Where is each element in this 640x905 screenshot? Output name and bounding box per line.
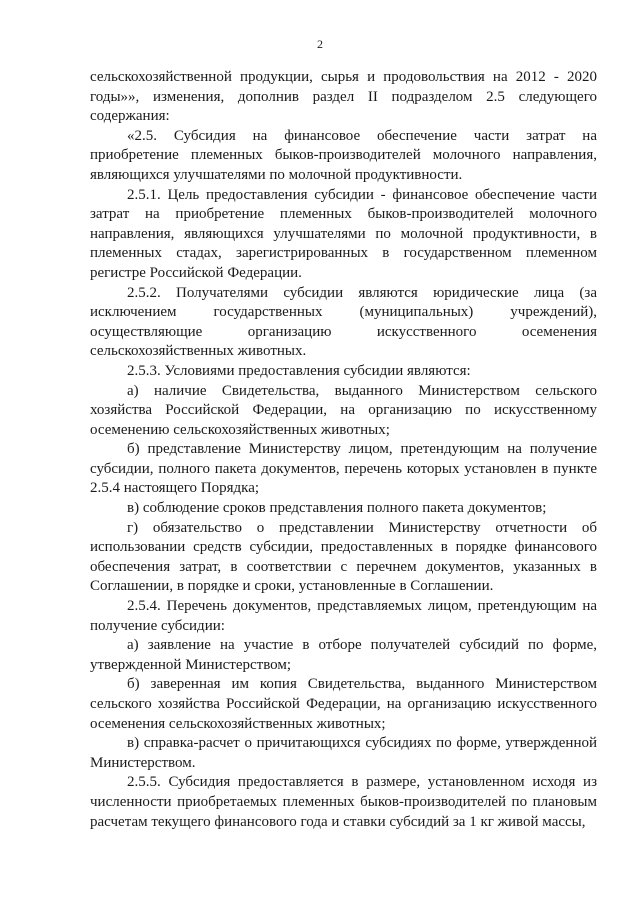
paragraph-2-5-3-a: а) наличие Свидетельства, выданного Министерством сельского хозяйства Российской Федерации, на организацию по искусственному осеменению сельскохозяйственных животных; — [90, 382, 597, 438]
paragraph-2-5-4: 2.5.4. Перечень документов, представляемых лицом, претендующим на получение субсидии: — [90, 598, 597, 634]
paragraph-2-5-4-b: б) заверенная им копия Свидетельства, выданного Министерством сельского хозяйства Российской Федерации, на организацию искусственного осеменения сельскохозяйственных животных; — [90, 676, 597, 732]
paragraph-2-5-heading: «2.5. Субсидия на финансовое обеспечение части затрат на приобретение племенных быков-производителей молочного направления, являющихся улучшателями по молочной продуктивности. — [90, 127, 597, 183]
paragraph-2-5-4-v: в) справка-расчет о причитающихся субсидиях по форме, утвержденной Министерством. — [90, 735, 597, 771]
paragraph-2-5-3: 2.5.3. Условиями предоставления субсидии являются: — [127, 362, 471, 379]
paragraph-2-5-4-a: а) заявление на участие в отборе получателей субсидий по форме, утвержденной Министерством; — [90, 637, 597, 673]
paragraph-2-5-5: 2.5.5. Субсидия предоставляется в размере, установленном исходя из численности приобретаемых племенных быков-производителей по плановым расчетам текущего финансового года и ставки субсидий за 1 кг живой массы, — [90, 774, 597, 830]
paragraph-2-5-1: 2.5.1. Цель предоставления субсидии - финансовое обеспечение части затрат на приобретение племенных быков-производителей молочного направления, являющихся улучшателями по молочной продуктивности, в племенных стадах, зарегистрированных в государственном племенном регистре Российской Федерации. — [90, 186, 597, 281]
paragraph-2-5-3-g: г) обязательство о представлении Министерству отчетности об использовании средств субсидии, предоставленных в порядке финансового обеспечения затрат, в соответствии с перечнем документов, указанных в Соглашении, в порядке и сроки, установленные в Соглашении. — [90, 519, 597, 595]
paragraph-2-5-3-b: б) представление Министерству лицом, претендующим на получение субсидии, полного пакета документов, перечень которых установлен в пункте 2.5.4 настоящего Порядка; — [90, 441, 597, 497]
paragraph-2-5-3-v: в) соблюдение сроков представления полного пакета документов; — [127, 500, 547, 517]
paragraph-2-5-2: 2.5.2. Получателями субсидии являются юридические лица (за исключением государственных (муниципальных) учреждений), осуществляющие организацию искусственного осеменения сельскохозяйственных животных. — [90, 284, 597, 360]
paragraph-intro: сельскохозяйственной продукции, сырья и продовольствия на 2012 - 2020 годы»», изменения, дополнив раздел II подразделом 2.5 следующего содержания: — [90, 69, 597, 125]
document-body — [90, 68, 597, 832]
page-number: 2 — [317, 37, 323, 51]
